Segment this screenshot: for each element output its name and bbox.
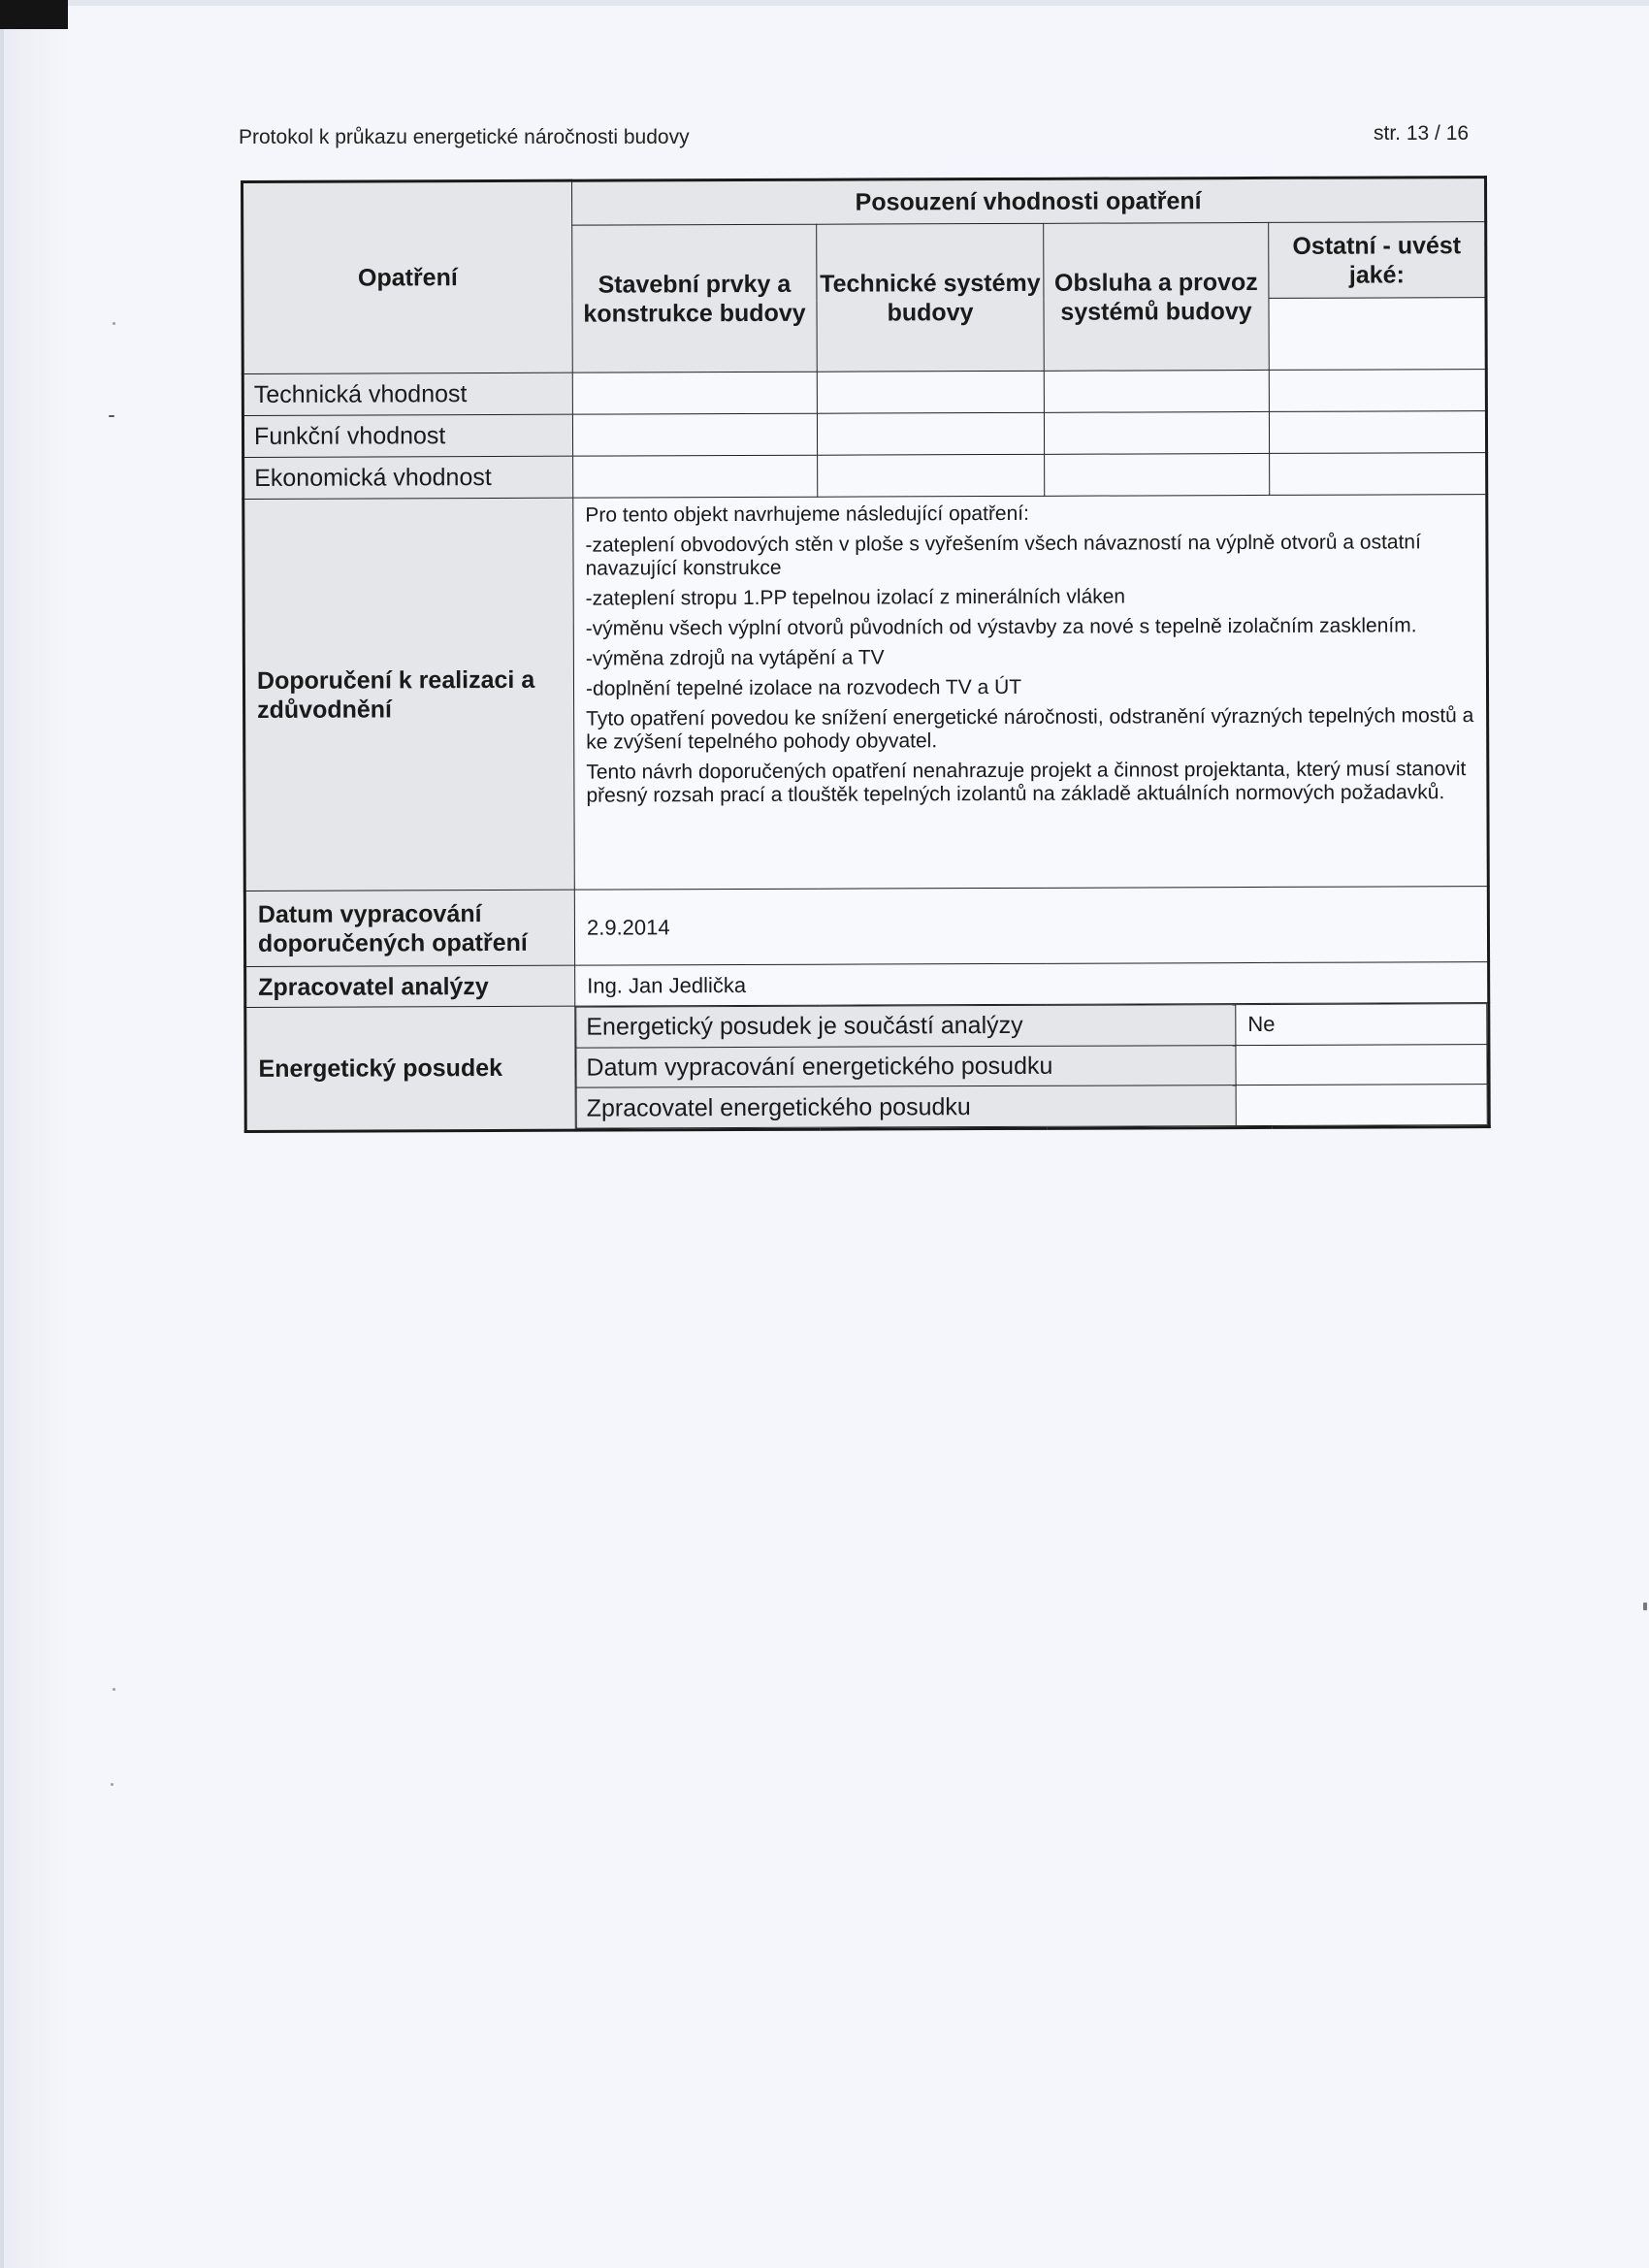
recommendation-paragraph: -výměna zdrojů na vytápění a TV (585, 646, 885, 670)
date-label: Datum vypracování doporučených opatření (244, 890, 574, 966)
col-header-obsluha: Obsluha a provoz systémů budovy (1044, 222, 1270, 371)
recommendation-paragraph: -výměnu všech výplní otvorů původních od výstavby za nové s tepelně izolačním zasklením. (585, 614, 1417, 640)
table-cell (1269, 411, 1486, 454)
table-cell (818, 454, 1045, 497)
energy-processor-label: Zpracovatel energetického posudku (576, 1085, 1236, 1128)
recommendation-paragraph: Tyto opatření povedou ke snížení energetické náročnosti, odstranění výrazných tepelných mostů a ke zvýšení tepelného pohody obyvatel. (586, 704, 1474, 754)
recommendation-paragraph: -zateplení obvodových stěn v ploše s vyřešením všech návazností na výplně otvorů a ostatní navazující konstrukce (585, 531, 1421, 580)
recommendation-paragraph: Tento návrh doporučených opatření nenahrazuje projekt a činnost projektanta, který musí stanovit přesný rozsah prací a tlouštěk tepelných izolantů na základě aktuálních normových požadavků. (586, 758, 1467, 807)
page-number: str. 13 / 16 (1374, 122, 1470, 145)
ostatni-specify-cell (1269, 298, 1486, 371)
energy-part-of-analysis-label: Energetický posudek je součástí analýzy (576, 1005, 1236, 1048)
col-header-technicke: Technické systémy budovy (817, 223, 1045, 372)
recommendation-paragraph: -zateplení stropu 1.PP tepelnou izolací z minerálních vláken (585, 585, 1126, 610)
processor-label: Zpracovatel analýzy (245, 965, 575, 1007)
table-cell (572, 372, 817, 414)
scan-speck (111, 1783, 113, 1786)
energy-date-value (1236, 1044, 1487, 1085)
table-cell (1044, 370, 1269, 412)
energy-assessment-block (575, 1003, 1490, 1131)
table-cell (572, 413, 817, 456)
table-cell (1270, 453, 1487, 496)
recommendation-label: Doporučení k realizaci a zdůvodnění (243, 498, 575, 891)
processor-value: Ing. Jan Jedlička (575, 962, 1489, 1007)
row-funkcni-vhodnost: Funkční vhodnost (242, 414, 572, 457)
document-title: Protokol k průkazu energetické náročnosti budovy (239, 126, 690, 148)
table-cell (1045, 453, 1270, 496)
recommendation-paragraph: Pro tento objekt navrhujeme následující opatření: (585, 502, 1029, 527)
scan-speck (1643, 1603, 1647, 1610)
energy-assessment-label: Energetický posudek (245, 1006, 575, 1131)
col-header-ostatni: Ostatní - uvést jaké: (1269, 222, 1486, 299)
opatreni-header: Opatření (242, 180, 573, 373)
posouzeni-header: Posouzení vhodnosti opatření (572, 178, 1486, 226)
table-cell (1269, 370, 1486, 412)
table-cell (817, 412, 1044, 455)
table-cell (1044, 411, 1269, 454)
scan-speck (113, 322, 115, 325)
date-value: 2.9.2014 (574, 887, 1488, 966)
energy-date-label: Datum vypracování energetického posudku (576, 1045, 1236, 1087)
scan-left-edge (0, 0, 68, 2268)
scan-speck (113, 1688, 115, 1691)
energy-part-of-analysis-value: Ne (1236, 1004, 1487, 1046)
energy-processor-value (1236, 1085, 1487, 1126)
energy-subtable (575, 1003, 1488, 1129)
recommendation-text (573, 495, 1489, 891)
recommendation-paragraph: -doplnění tepelné izolace na rozvodech TV a ÚT (585, 675, 1022, 700)
col-header-stavebni: Stavební prvky a konstrukce budovy (572, 224, 818, 373)
row-technicka-vhodnost: Technická vhodnost (242, 373, 572, 415)
table-cell (573, 455, 818, 498)
table-cell (817, 371, 1044, 413)
scan-corner-shadow (0, 0, 68, 29)
scan-speck (109, 415, 114, 417)
measures-table (241, 176, 1491, 1133)
scan-top-strip (68, 0, 1649, 6)
row-ekonomicka-vhodnost: Ekonomická vhodnost (243, 456, 573, 499)
